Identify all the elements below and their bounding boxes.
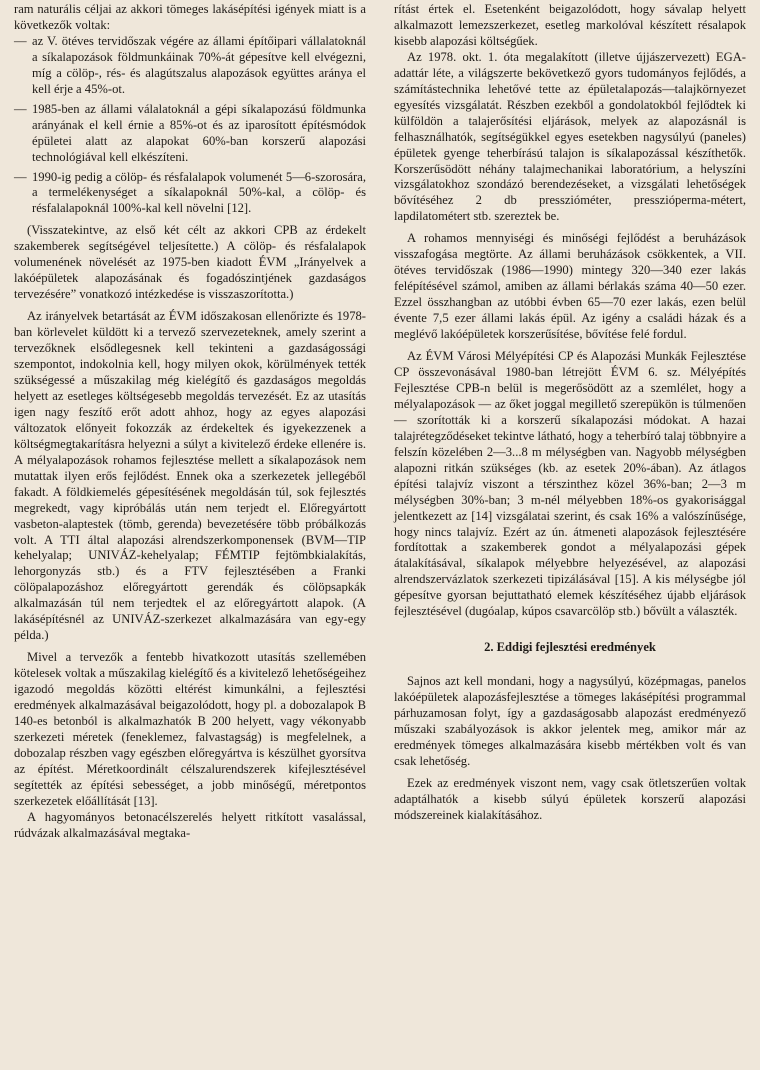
paragraph: A rohamos mennyiségi és minőségi fejlődést a beruházások visszafogása megtörte. Az állami beruházások csökkentek, a VII. ötéves tervidőszak (1986—1990) mintegy 320—340 ezer lakás felépítésével számol, amiben az állami bérlakás száma 40—50 ezer. Ezzel összhangban az utóbbi évben 65—70 ezer lakás, ezen belül évente 7,5 ezer állami lakás épül. Az igény a családi házak és a meglévő lakóépületek korszerűsítése, bővítése felé fordul. (394, 231, 746, 342)
paragraph: (Visszatekintve, az első két célt az akkori CPB az érdekelt szakemberek segítségével teljesítette.) A cölöp- és résfalalapok volumenének növelését az 1975-ben kiadott ÉVM „Irányelvek a lakóépületek alapozásának és fogadószintjének gazdaságos tervezésére” vonatkozó intézkedése is visszaszorította.) (14, 223, 366, 302)
intro-text: ram naturális céljai az akkori tömeges lakásépítési igények miatt is a következők voltak: (14, 2, 366, 32)
paragraph: Az irányelvek betartását az ÉVM időszakosan ellenőrizte és 1978-ban körlevelet küldött ki a tervező szervezeteknek, amely szerint a tervezőknek elsődlegesnek kell tekinteni a gazdaságossági szempontot, indokolnia kell, hogy milyen okok, körülmények tették szükségessé a műszakilag még kielégítő és gazdaságos megoldás helyett az esetleges költségesebb megoldás tervezését. Ez az utasítás igen nagy feszítő erőt adott ahhoz, hogy az egyes alapozási változatok előnyeit fokozzák az érdekeltek és igyekezzenek a költségmegtakarításra helyezni a súlyt a kivitelező érdeke ellenére is. A mélyalapozások rohamos fejlesztése mellett a síkalapozások nem mutattak ilyen erős fejlődést. Ennek oka a szerkezetek jellegéből fakadt. A földkiemelés gépesítésének megoldásán túl, sok fejlesztés megrekedt, vagy kipróbálás után nem terjedt el. Előregyártott vasbeton-alaptestek (tömb, gerenda) bevezetésére több próbálkozás volt. A TTI által alapozási alrendszerkomponensek (BVM—TIP kehelyalap; UNIVÁZ-kehelyalap; FÉMTIP fejtömbkialakítás, lehorgonyzás stb.) és a FTV fejlesztésében a Franki cölöpalapozáshoz előregyártott gerendák és cölöpsapkák alkalmazásán túl nem terjedtek el az előregyártott alapok. (A lakásépítésnél az UNIVÁZ-szerkezet alkalmazására van egy-egy példa.) (14, 309, 366, 643)
list-item: — az V. ötéves tervidőszak végére az állami építőipari vállalatoknál a síkalapozások földmunkáinak 70%-át gépesítve kell elvégezni, míg a cölöp-, rés- és alagútszalus alapozások együttes aránya el kell érje a 45%-ot. (14, 34, 366, 98)
right-column (394, 2, 746, 824)
list-item: — 1985-ben az állami válalatoknál a gépi síkalapozású földmunka arányának el kell érnie a 85%-ot és az iparosított építésmódok épületei alatt az alapokat 60%-ban korszerű alapozási technológiával kell elkészíteni. (14, 102, 366, 166)
section-heading: 2. Eddigi fejlesztési eredmények (484, 640, 656, 655)
paragraph: rítást értek el. Esetenként beigazolódott, hogy sávalap helyett alkalmazott lemezszerkezet, esetleg markolóval készített résalapok kisebb alapozási költségűek. (394, 2, 746, 48)
paragraph: Mivel a tervezők a fentebb hivatkozott utasítás szellemében kötelesek voltak a műszakilag kielégítő és a kivitelező lehetőségeihez igazodó megoldás közötti eltérést kimunkálni, a fejlesztési eredmények alkalmazásával beigazolódott, hogy pl. a dobozalapok B 140-es betonból is alkalmazhatók B 200 helyett, vagy vékonyabb szerkezeti méretek (feneklemez, falvastagság) is megfelelnek, a dobozalap részben vagy egészben előregyártva is készülhet gyorsítva az építést. Méretkoordinált célszalurendszerek kifejlesztésével segítették az építési sebességet, a jobb minőségű, méretpontos szerkezetek előállítását [13]. (14, 650, 366, 808)
paragraph: Az ÉVM Városi Mélyépítési CP és Alapozási Munkák Fejlesztése CP összevonásával 1980-ban létrejött ÉVM 6. sz. Mélyépítés Fejlesztése CPB-n belül is megerősödött az a szemlélet, hogy a mélyalapozások — az őket joggal megillető szerepükön is túlmenően — szorították ki a korszerű síkalapozási módokat. A hazai talajrétegződéseket tekintve látható, hogy a teherbíró talaj többnyire a felszín közelében 2—3...8 m mélységben van. Nagyobb mélységben alapozni ritkán szükséges (kb. az esetek 20%-ában). Az átlagos építési talajvíz viszont a térszinthez közel 36%-ban; 2—3 m mélységben 30%-ban; 3 m-nél mélyebben 18%-os gyakorisággal jelentkezett az [14] vizsgálatai szerint, és csak 16% a valószínűsége, hogy nincs talajvíz. Ezért az ún. átmeneti alapozások fejlesztésére fordítottak a szakemberek gondot a mélyalapozási gépek átalakításával, síkalapok mélyebbre helyezésével, az alapozási alrendszervázlatok szerkezeti tipizálásával [15]. A kis mélységbe jól gépesítve gyorsan bejuttatható elemek készítéséhez újabb eljárások fejlesztésével (dugóalap, kúpos csavarcölöp stb.) bővült a választék. (394, 349, 746, 619)
left-column (14, 2, 366, 842)
paragraph: Ezek az eredmények viszont nem, vagy csak ötletszerűen voltak adaptálhatók a kisebb súlyú épületek korszerű alapozási módszereinek kialakításához. (394, 775, 746, 822)
paragraph: A hagyományos betonacélszerelés helyett ritkított vasalással, rúdvázak alkalmazásával megtaka- (14, 809, 366, 840)
list-item: — 1990-ig pedig a cölöp- és résfalalapok volumenét 5—6-szorosára, a termelékenységet a síkalapoknál 50%-kal, a cölöp- és résfalalapoknál 100%-kal kell növelni [12]. (14, 170, 366, 218)
goals-list (14, 34, 366, 217)
paragraph: Sajnos azt kell mondani, hogy a nagysúlyú, középmagas, panelos lakóépületek alapozásfejlesztése a tömeges lakásépítési programmal párhuzamosan folyt, így a gazdaságosabb alapozást eredményező műszaki szabályozások is akkor jelentek meg, amikor már az eredmények tömeges alkalmazására kisebb mértékben volt és van csak lehetőség. (394, 674, 746, 768)
paragraph: Az 1978. okt. 1. óta megalakított (illetve újjászervezett) EGA-adattár léte, a világszerte bekövetkező gyors tudományos fejlődés, a számítástechnika lehetővé tette az épületalapozás—talajkörnyezet egyesítés vizsgálatát. Részben ezekből a gondolatokból fejlődtek ki külföldön a talajerősítési eljárások, melyek az alapozásnál is felhasználhatók, segítségükkel egyes esetekben nagysúlyú (paneles) épületek gyenge teherbírású talajon is síkalapozással készíthetők. Korszerűsödött néhány talajmechanikai laboratórium, a helyszíni vizsgálatokhoz szondázó berendezéseket, a vizsgálati lehetőségek bővítéséhez 2 db presszióméter, presszióperma-métert, lapdilatométert stb. szereztek be. (394, 49, 746, 224)
